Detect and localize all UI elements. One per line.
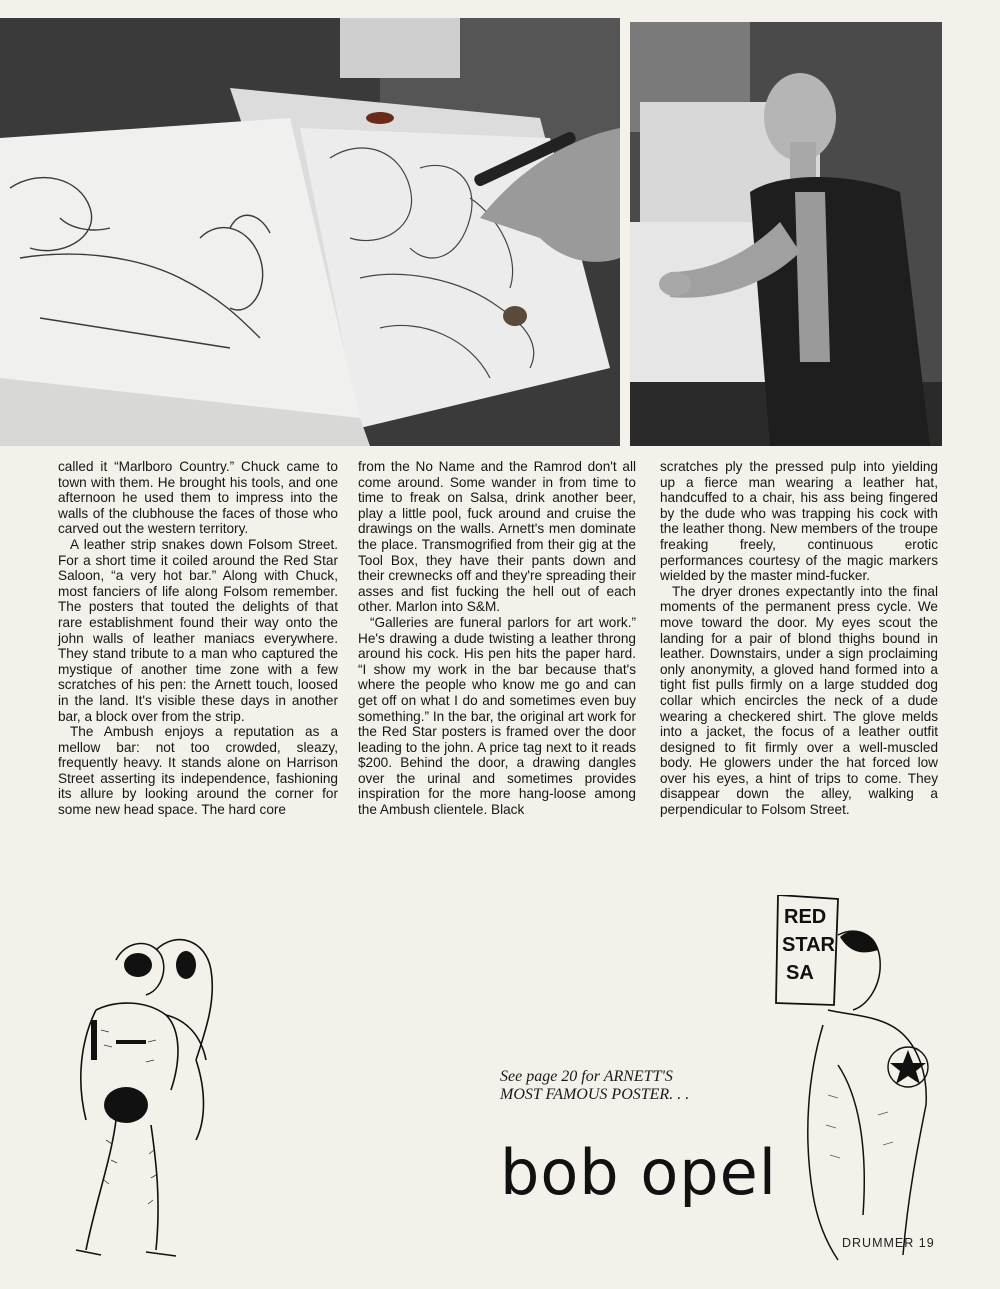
paragraph: The dryer drones expectantly into the final moments of the permanent press cycle. We move toward the door. My eyes scout the landing for a pair of blond thighs bound in leather. Downstairs, under a sign proclaiming only anonymity, a gloved hand formed into a tight fist pulls firmly on a large studded dog collar which encircles the neck of a dude wearing a checkered shirt. The glove melds into a jacket, the focus of a leather outfit designed to fit firmly over a well-muscled body. He glowers under the hat forced low over his eyes, a hint of trips to come. They disappear down the alley, walking a perpendicular to Folsom Street. (660, 583, 938, 818)
caption-line-2: MOST FAMOUS POSTER. . . (500, 1086, 690, 1103)
paragraph: scratches ply the pressed pulp into yielding up a fierce man wearing a leather hat, handcuffed to a chair, his ass being fingered by the dude who was trapping his cock with the leather thong. New members of the troupe freaking freely, continuous erotic performances courtesy of the magic markers wielded by the master mind-fucker. (660, 459, 938, 584)
article-column-2 (358, 459, 636, 818)
article-column-3 (660, 459, 938, 818)
photo-artist-graphic (630, 22, 942, 446)
ink-illustration-red-star-poster (768, 895, 968, 1265)
sign-text-red: RED (784, 906, 827, 928)
red-star-poster-graphic (768, 895, 968, 1265)
ink-figures-graphic (56, 920, 226, 1265)
author-byline: bob opel (500, 1136, 778, 1209)
paragraph: from the No Name and the Ramrod don't all come around. Some wander in from time to time to freak on Salsa, drink another beer, play a little pool, fuck around and cruise the drawings on the walls. Arnett's men dominate the place. Transmogrified from their gig at the Tool Box, they have their pants down and their crewnecks off and they're spreading their asses and fist fucking the hell out of each other. Marlon into S&M. (358, 459, 636, 615)
ink-illustration-figures (56, 920, 226, 1265)
photo-drawings-on-desk (0, 18, 620, 446)
caption-line-1: See page 20 for ARNETT'S (500, 1068, 673, 1085)
sign-text-sa: SA (786, 962, 814, 984)
paragraph: The Ambush enjoys a reputation as a mellow bar: not too crowded, sleazy, frequently heavy. It stands alone on Harrison Street asserting its independence, fashioning its allure by looking around the corner for some new head space. The hard core (58, 724, 338, 818)
paragraph: A leather strip snakes down Folsom Street. For a short time it coiled around the Red Star Saloon, “a very hot bar.” Along with Chuck, most fanciers of life along Folsom remember. The posters that touted the delights of that rare establishment found their way onto the john walls of leather maniacs everywhere. They stand tribute to a man who captured the mystique of another time zone with a few scratches of his pen: the Arnett touch, loosed in the land. It's visible these days in another bar, a block over from the strip. (58, 536, 338, 724)
page-folio: DRUMMER 19 (842, 1236, 935, 1250)
photo-drawings-graphic (0, 18, 620, 446)
paragraph: “Galleries are funeral parlors for art work.” He's drawing a dude twisting a leather throng around his cock. His pen hits the paper hard. “I show my work in the bar because that's where the people who know me go and can get off on what I do and sometimes even buy something.” In the bar, the original art work for the Red Star posters is framed over the door leading to the john. A price tag next to it reads $200. Behind the door, a drawing dangles over the urinal and sometimes provides inspiration for the more hang-loose among the Ambush clientele. Black (358, 614, 636, 818)
poster-caption (500, 1068, 780, 1104)
photo-artist-at-desk (630, 22, 942, 446)
article-column-1 (58, 459, 338, 818)
sign-text-star: STAR (782, 934, 835, 956)
paragraph: called it “Marlboro Country.” Chuck came to town with them. He brought his tools, and one afternoon he used them to impress into the walls of the clubhouse the faces of those who carved out the western territory. (58, 459, 338, 537)
